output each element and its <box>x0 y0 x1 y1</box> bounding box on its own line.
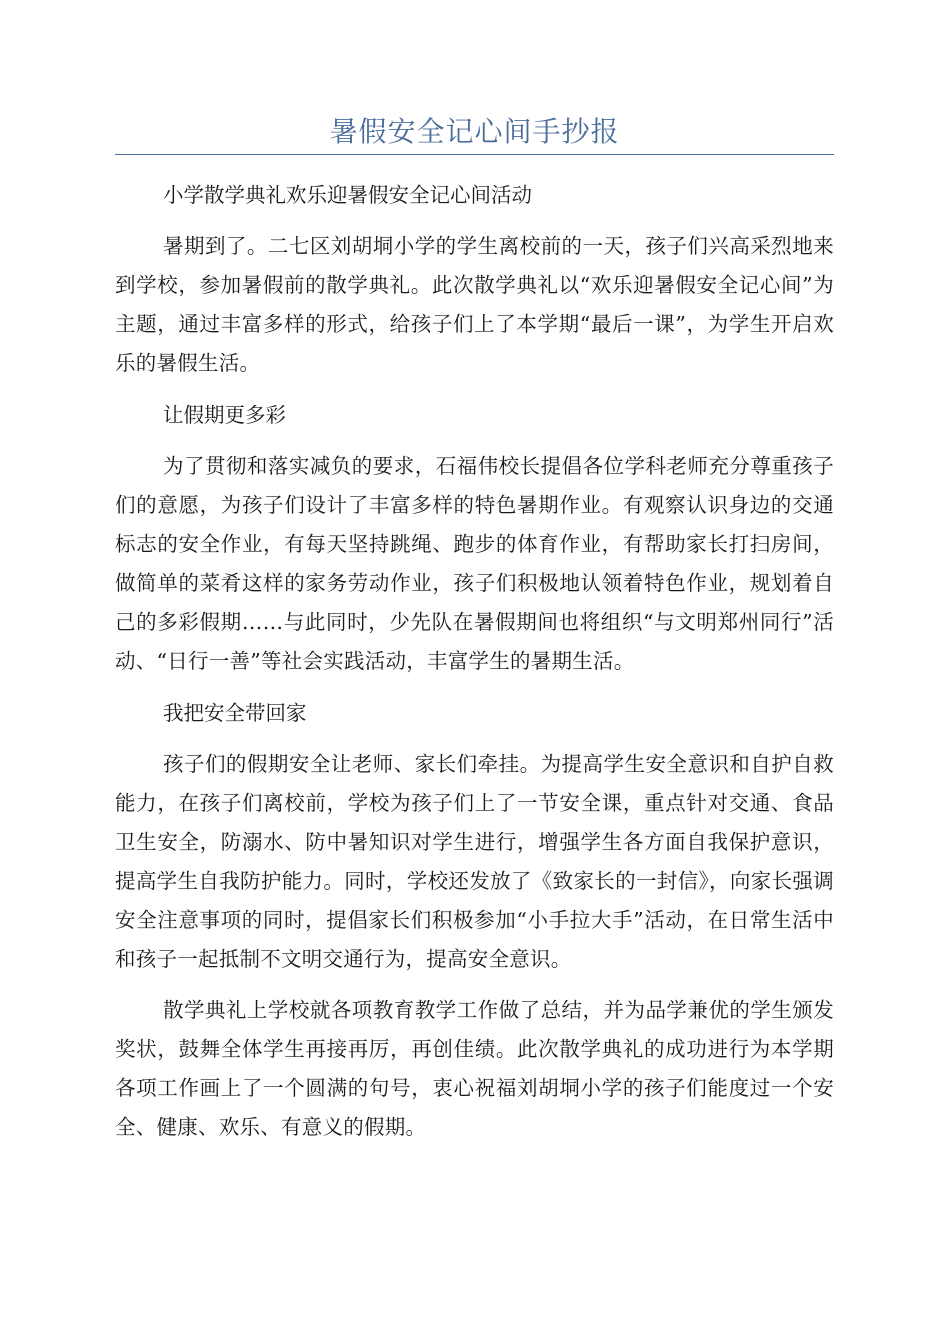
section-heading-safety-home: 我把安全带回家 <box>163 701 307 725</box>
section-heading-intro: 小学散学典礼欢乐迎暑假安全记心间活动 <box>163 183 532 207</box>
paragraph-intro: 暑期到了。二七区刘胡垌小学的学生离校前的一天，孩子们兴高采烈地来到学校，参加暑假前的散学典礼。此次散学典礼以“欢乐迎暑假安全记心间”为主题，通过丰富多样的形式，给孩子们上了本学期“最后一课”，为学生开启欢乐的暑假生活。 <box>115 234 834 375</box>
title-underline <box>115 154 834 155</box>
article-body <box>115 175 834 1159</box>
section-heading-colorful-holiday: 让假期更多彩 <box>163 403 286 427</box>
page-title: 暑假安全记心间手抄报 <box>329 115 620 148</box>
paragraph-safety: 孩子们的假期安全让老师、家长们牵挂。为提高学生安全意识和自护自救能力，在孩子们离校前，学校为孩子们上了一节安全课，重点针对交通、食品卫生安全，防溺水、防中暑知识对学生进行，增强学生各方面自我保护意识，提高学生自我防护能力。同时，学校还发放了《致家长的一封信》，向家长强调安全注意事项的同时，提倡家长们积极参加“小手拉大手”活动，在日常生活中和孩子一起抵制不文明交通行为，提高安全意识。 <box>115 752 834 971</box>
paragraph-closing: 散学典礼上学校就各项教育教学工作做了总结，并为品学兼优的学生颁发奖状，鼓舞全体学生再接再厉，再创佳绩。此次散学典礼的成功进行为本学期各项工作画上了一个圆满的句号，衷心祝福刘胡垌小学的孩子们能度过一个安全、健康、欢乐、有意义的假期。 <box>115 998 834 1139</box>
paragraph-homework: 为了贯彻和落实减负的要求，石福伟校长提倡各位学科老师充分尊重孩子们的意愿，为孩子们设计了丰富多样的特色暑期作业。有观察认识身边的交通标志的安全作业，有每天坚持跳绳、跑步的体育作业，有帮助家长打扫房间，做简单的菜肴这样的家务劳动作业，孩子们积极地认领着特色作业，规划着自己的多彩假期……与此同时，少先队在暑假期间也将组织“与文明郑州同行”活动、“日行一善”等社会实践活动，丰富学生的暑期生活。 <box>115 454 834 673</box>
